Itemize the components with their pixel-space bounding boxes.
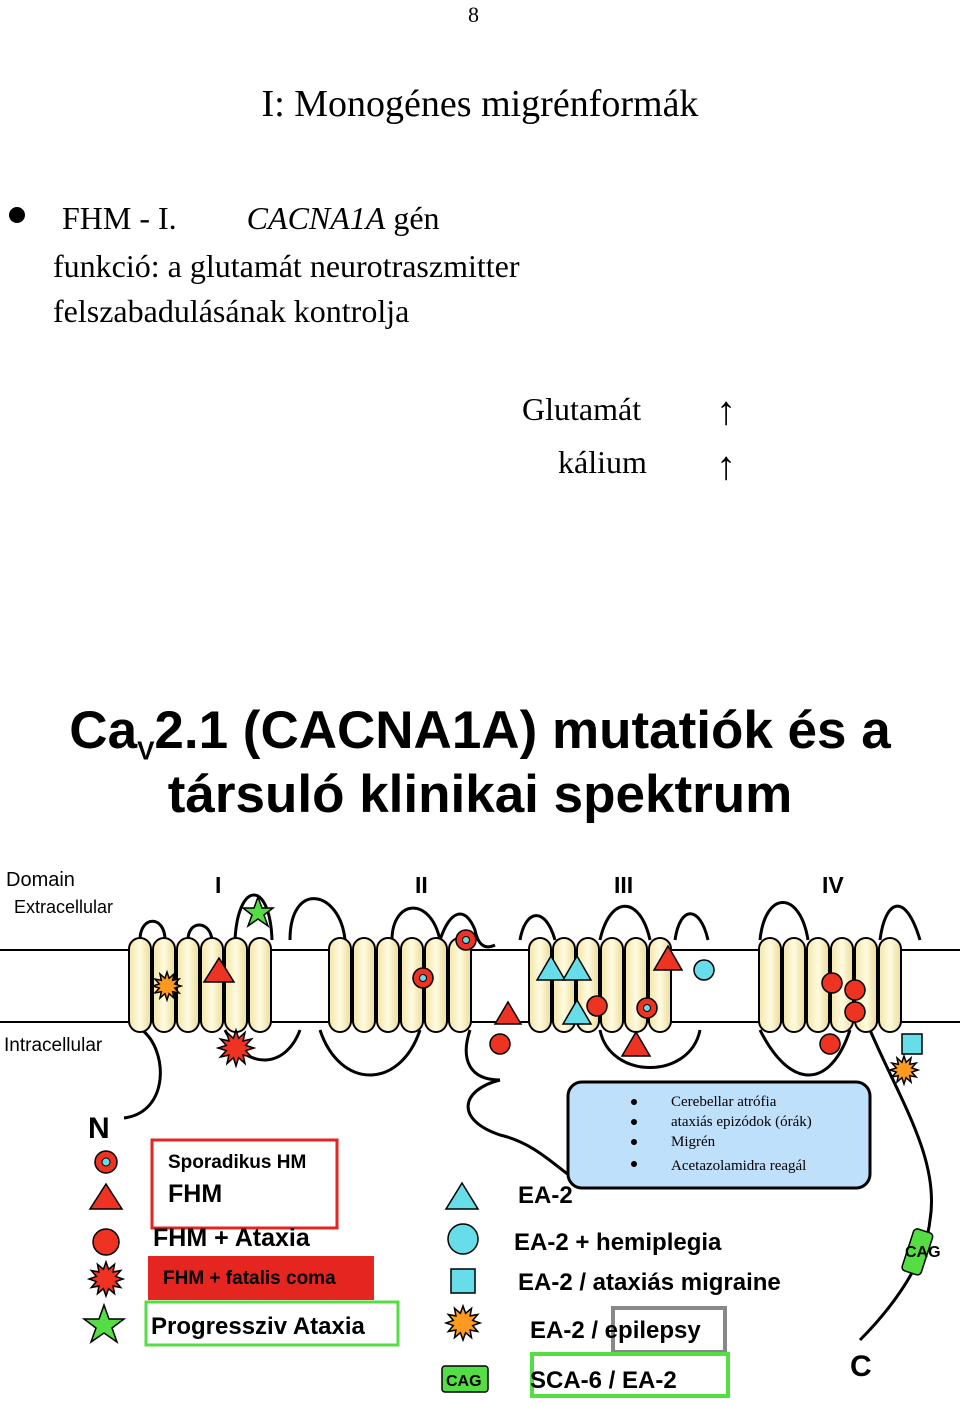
cyan-circle-marker bbox=[694, 960, 714, 980]
box-item-2: ataxiás epizódok (órák) bbox=[671, 1114, 812, 1130]
legend-ea2-epilepsy: EA-2 / epilepsy bbox=[530, 1317, 701, 1344]
green-star-marker bbox=[243, 897, 273, 926]
helix-domain-3-s4 bbox=[601, 938, 623, 1032]
legend-cyan-circle-icon bbox=[448, 1224, 478, 1254]
legend-fhm-fatal-coma: FHM + fatalis coma bbox=[163, 1268, 336, 1289]
legend-ea2: EA-2 bbox=[518, 1182, 573, 1209]
extracellular-label: Extracellular bbox=[14, 897, 114, 917]
loop-ext-11 bbox=[880, 906, 920, 940]
loop-ext-10 bbox=[760, 903, 808, 941]
n-terminus-label: N bbox=[88, 1112, 110, 1145]
page-number: 8 bbox=[468, 2, 479, 27]
cacna1a-channel-diagram bbox=[0, 856, 960, 1404]
bullet-dot bbox=[9, 207, 25, 223]
potassium-up-arrow-icon: ↑ bbox=[716, 443, 736, 488]
helix-domain-2-s6 bbox=[449, 938, 471, 1032]
helix-domain-2-s3 bbox=[377, 938, 399, 1032]
loop-ext-5 bbox=[392, 908, 440, 940]
legend-orange-starburst-icon bbox=[446, 1306, 480, 1340]
domain-i-label: I bbox=[215, 872, 222, 898]
red-starburst-marker bbox=[218, 1030, 254, 1066]
legend-cag-label: CAG bbox=[446, 1373, 482, 1390]
legend-left-symbols bbox=[84, 1151, 124, 1342]
intracellular-label: Intracellular bbox=[4, 1035, 103, 1056]
loop-iii-intra bbox=[600, 1030, 700, 1068]
helix-domain-1-s6 bbox=[249, 938, 271, 1032]
legend-red-triangle-icon bbox=[90, 1184, 122, 1209]
red-circle-marker bbox=[845, 1002, 865, 1022]
slide-title-line-2: társuló klinikai spektrum bbox=[167, 765, 793, 824]
legend-fhm-ataxia: FHM + Ataxia bbox=[153, 1224, 310, 1252]
helix-domain-3-s1 bbox=[529, 938, 551, 1032]
legend-left-labels bbox=[151, 1152, 366, 1340]
red-circle-marker bbox=[490, 1034, 510, 1054]
bullet-line-1 bbox=[62, 200, 440, 237]
fhm-label: FHM - I. bbox=[62, 200, 177, 236]
gene-name: CACNA1A bbox=[246, 200, 386, 236]
box-item-3: Migrén bbox=[671, 1134, 716, 1150]
helix-domain-4-s6 bbox=[879, 938, 901, 1032]
legend-right-symbols bbox=[442, 1183, 488, 1392]
bullet-line-3: felszabadulásának kontrolja bbox=[53, 293, 410, 329]
legend-ea2-ataxic-migraine: EA-2 / ataxiás migraine bbox=[518, 1269, 781, 1296]
glutamate-up-arrow-icon: ↑ bbox=[716, 388, 736, 433]
page-heading: I: Monogénes migrénformák bbox=[261, 83, 699, 125]
potassium-label: kálium bbox=[558, 444, 647, 480]
loop-ext-4 bbox=[290, 899, 345, 940]
loop-ext-8 bbox=[600, 906, 650, 940]
bullet-line-2: funkció: a glutamát neurotraszmitter bbox=[53, 248, 520, 284]
loop-ext-1 bbox=[140, 921, 165, 940]
slide-title-line-1: $Ca_V2.1$ (CACNA1A) mutatiók és a bbox=[69, 701, 891, 766]
loop-ext-9 bbox=[675, 914, 708, 940]
legend-cyan-square-icon bbox=[451, 1269, 475, 1293]
helix-domain-4-s1 bbox=[759, 938, 781, 1032]
loop-ext-7 bbox=[520, 916, 555, 940]
red-circle-marker bbox=[822, 973, 842, 993]
helix-domain-1-s1 bbox=[129, 938, 151, 1032]
glutamate-label: Glutamát bbox=[522, 391, 642, 427]
legend-progressive-ataxia: Progressziv Ataxia bbox=[151, 1313, 365, 1340]
helix-domain-2-s1 bbox=[329, 938, 351, 1032]
domain-ii-label: II bbox=[415, 872, 428, 898]
legend-sca6-ea2: SCA-6 / EA-2 bbox=[530, 1367, 677, 1394]
red-circle-marker bbox=[820, 1034, 840, 1054]
helix-domain-1-s4 bbox=[201, 938, 223, 1032]
legend-right-labels bbox=[514, 1182, 781, 1394]
red-triangle-marker bbox=[495, 1002, 521, 1024]
loop-i-ii bbox=[320, 1030, 420, 1075]
legend-cyan-triangle-icon bbox=[446, 1183, 478, 1209]
helix-domain-4-s2 bbox=[783, 938, 805, 1032]
n-terminal-tail bbox=[124, 1030, 160, 1118]
legend-fhm: FHM bbox=[168, 1180, 223, 1208]
domain-iii-label: III bbox=[614, 872, 634, 898]
box-item-4: Acetazolamidra reagál bbox=[671, 1158, 807, 1174]
red-circle-marker bbox=[845, 980, 865, 1000]
legend-red-starburst-icon bbox=[89, 1262, 123, 1296]
box-item-1: Cerebellar atrófia bbox=[671, 1094, 777, 1110]
legend-red-circle-icon bbox=[93, 1229, 119, 1255]
cag-label-c-tail: CAG bbox=[905, 1244, 941, 1261]
legend-sporadic-hm: Sporadikus HM bbox=[168, 1152, 307, 1173]
helix-domain-2-s2 bbox=[353, 938, 375, 1032]
red-circle-marker bbox=[587, 996, 607, 1016]
helix-domain-1-s5 bbox=[225, 938, 247, 1032]
legend-ea2-hemiplegia: EA-2 + hemiplegia bbox=[514, 1229, 722, 1256]
domain-label: Domain bbox=[6, 869, 75, 891]
legend-green-star-icon bbox=[84, 1305, 124, 1342]
domain-iv-label: IV bbox=[822, 872, 844, 898]
cyan-square-marker bbox=[902, 1034, 922, 1054]
gene-suffix: gén bbox=[393, 200, 440, 236]
red-triangle-marker bbox=[622, 1032, 650, 1056]
c-terminus-label: C bbox=[850, 1350, 872, 1383]
